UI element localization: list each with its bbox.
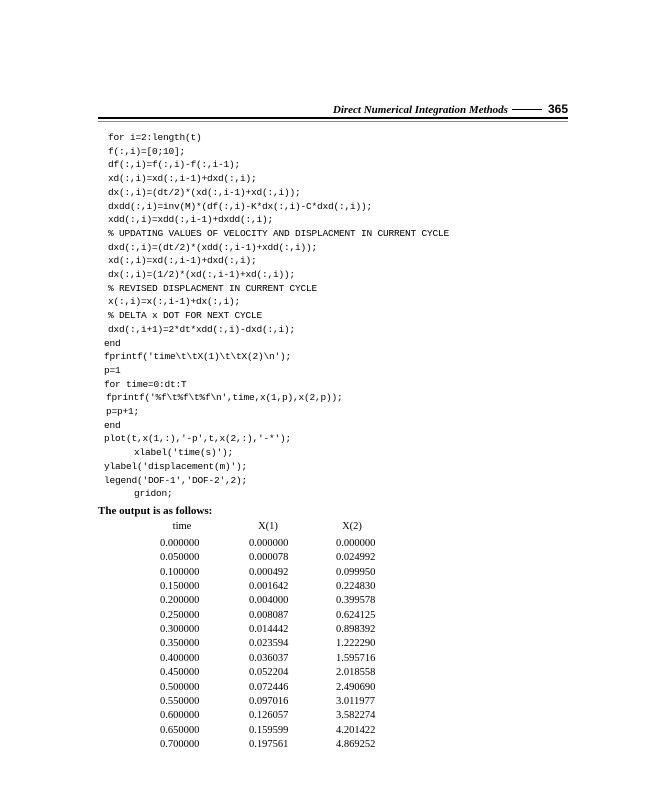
code-line: fprintf('time\t\tX(1)\t\tX(2)\n'); [104, 351, 292, 363]
code-line: % DELTA x DOT FOR NEXT CYCLE [108, 310, 263, 322]
code-line: xd(:,i)=xd(:,i-1)+dxd(:,i); [108, 255, 257, 267]
section-title: Direct Numerical Integration Methods [332, 104, 508, 116]
table-cell: 0.450000 [160, 667, 200, 679]
table-cell: 1.595716 [336, 652, 376, 664]
running-header [98, 100, 568, 116]
table-cell: 0.052204 [249, 667, 289, 679]
table-cell: 0.000492 [249, 566, 289, 578]
table-header: X(1) [258, 521, 278, 532]
code-line: fprintf('%f\t%f\t%f\n',time,x(1,p),x(2,p)); [106, 392, 343, 404]
table-cell: 1.222290 [336, 638, 376, 650]
header-dash [512, 109, 542, 110]
table-cell: 0.898392 [336, 624, 376, 636]
table-cell: 0.197561 [249, 738, 289, 750]
table-cell: 0.008087 [249, 609, 289, 621]
code-line: xd(:,i)=xd(:,i-1)+dxd(:,i); [108, 173, 257, 185]
table-cell: 2.018558 [336, 667, 376, 679]
table-cell: 0.000000 [336, 538, 376, 549]
code-line: % REVISED DISPLACMENT IN CURRENT CYCLE [108, 282, 318, 294]
table-cell: 3.582274 [336, 710, 376, 722]
code-line: dxd(:,i)=(dt/2)*(xdd(:,i-1)+xdd(:,i)); [108, 241, 318, 253]
code-line: dx(:,i)=(dt/2)*(xd(:,i-1)+xd(:,i)); [108, 186, 301, 198]
table-cell: 3.011977 [336, 695, 375, 707]
code-line: % UPDATING VALUES OF VELOCITY AND DISPLACMENT IN CURRENT CYCLE [108, 227, 450, 239]
code-line: x(:,i)=x(:,i-1)+dx(:,i); [108, 296, 241, 308]
table-cell: 0.624125 [336, 609, 376, 621]
code-line: for time=0:dt:T [104, 378, 187, 390]
table-cell: 0.159599 [249, 724, 289, 736]
table-cell: 0.036037 [249, 652, 289, 664]
table-cell: 0.014442 [249, 624, 289, 636]
code-line: end [104, 337, 121, 349]
table-cell: 0.300000 [160, 624, 200, 636]
table-cell: 0.150000 [160, 581, 200, 593]
header-rule-thin [98, 121, 568, 122]
table-cell: 0.072446 [249, 681, 289, 693]
table-cell: 0.100000 [160, 566, 200, 578]
table-cell: 0.650000 [160, 724, 200, 736]
code-line: f(:,i)=[0;10]; [108, 145, 186, 157]
table-cell: 0.700000 [160, 738, 200, 750]
table-cell: 0.000000 [160, 538, 200, 549]
table-cell: 0.200000 [160, 595, 200, 607]
code-line: gridon; [134, 488, 173, 500]
table-cell: 0.399578 [336, 595, 376, 607]
table-cell: 0.250000 [160, 609, 200, 621]
table-header: X(2) [342, 521, 362, 532]
table-cell: 0.500000 [160, 681, 200, 693]
code-line: xdd(:,i)=xdd(:,i-1)+dxdd(:,i); [108, 214, 274, 226]
code-line: end [104, 419, 121, 431]
table-cell: 0.097016 [249, 695, 289, 707]
code-line: ylabel('displacement(m)'); [104, 460, 248, 472]
code-line: dxdd(:,i)=inv(M)*(df(:,i)-K*dx(:,i)-C*dxd(:,i)); [108, 200, 373, 212]
header-rule-thick [98, 117, 568, 119]
code-line: df(:,i)=f(:,i)-f(:,i-1); [108, 159, 241, 171]
table-cell: 0.001642 [249, 581, 289, 593]
code-line: plot(t,x(1,:),'-p',t,x(2,:),'-*'); [104, 433, 292, 445]
table-cell: 0.023594 [249, 638, 289, 650]
table-cell: 0.350000 [160, 638, 200, 650]
page-number: 365 [547, 102, 568, 116]
table-cell: 0.099950 [336, 566, 376, 578]
code-line: legend('DOF-1','DOF-2',2); [104, 474, 248, 486]
table-cell: 4.869252 [336, 738, 376, 750]
code-line: xlabel('time(s)'); [134, 447, 234, 459]
output-intro: The output is as follows: [98, 505, 213, 517]
table-cell: 0.550000 [160, 695, 200, 707]
code-line: p=p+1; [106, 406, 140, 417]
code-line: for i=2:length(t) [108, 132, 202, 143]
table-cell: 0.126057 [249, 710, 289, 722]
table-cell: 0.224830 [336, 581, 376, 593]
table-cell: 0.000078 [249, 552, 289, 564]
table-cell: 0.600000 [160, 710, 200, 722]
table-cell: 0.004000 [249, 595, 289, 607]
table-cell: 2.490690 [336, 681, 376, 693]
code-line: dxd(:,i+1)=2*dt*xdd(:,i)-dxd(:,i); [108, 323, 296, 335]
table-cell: 0.050000 [160, 552, 200, 564]
table-cell: 4.201422 [336, 724, 376, 736]
table-header: time [172, 521, 192, 532]
table-cell: 0.024992 [336, 552, 376, 564]
table-cell: 0.000000 [249, 538, 289, 549]
code-line: p=1 [104, 364, 121, 376]
code-line: dx(:,i)=(1/2)*(xd(:,i-1)+xd(:,i)); [108, 269, 296, 280]
table-cell: 0.400000 [160, 652, 200, 664]
